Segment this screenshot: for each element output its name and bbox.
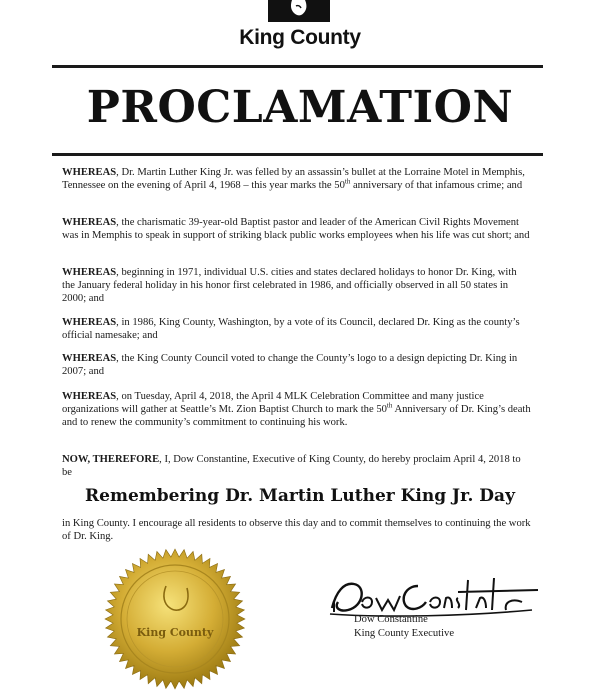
closing-paragraph: in King County. I encourage all residents to observe this day and to commit themselves to continuing the work of Dr. King.: [62, 518, 531, 542]
paragraph-text: , on Tuesday, April 4, 2018, the April 4 MLK Celebration Committee and many justice organizations will gather at Seattle’s Mt. Zion Baptist Church to mark the 50: [62, 391, 484, 415]
paragraph-lead: NOW, THEREFORE: [62, 454, 160, 465]
top-divider: [52, 65, 543, 68]
ordinal-suffix: th: [344, 177, 351, 186]
paragraph-tail: Anniversary of Dr. King’s death and to renew the community’s commitment to continuing his work.: [62, 404, 531, 428]
proclaimed-day-heading: Remembering Dr. Martin Luther King Jr. Day: [85, 486, 515, 506]
paragraph-text: , the King County Council voted to change the County’s logo to a design depicting Dr. King in 2007; and: [62, 353, 518, 377]
paragraph-text: , the charismatic 39-year-old Baptist pastor and leader of the American Civil Rights Movement was in Memphis to speak in support of striking black public works employees when his life was cut short; and: [62, 217, 530, 241]
whereas-paragraph-3: [62, 266, 532, 305]
executive-signature: [326, 572, 546, 618]
paragraph-lead: WHEREAS: [62, 317, 117, 328]
whereas-paragraph-5: [62, 352, 532, 378]
whereas-paragraph-6: [62, 390, 532, 429]
paragraph-lead: WHEREAS: [62, 391, 117, 402]
page-title: PROCLAMATION: [86, 82, 514, 133]
king-county-logo-mark: [268, 0, 330, 22]
whereas-paragraph-1: [62, 166, 532, 192]
paragraph-text: , Dr. Martin Luther King Jr. was felled by an assassin’s bullet at the Lorraine Motel in Memphis, Tennessee on the evening of April 4, 1968 – this year marks the 50: [62, 167, 525, 191]
paragraph-lead: WHEREAS: [62, 167, 117, 178]
paragraph-text: , in 1986, King County, Washington, by a vote of its Council, declared Dr. King as the county’s official namesake; and: [62, 317, 520, 341]
therefore-paragraph: [62, 453, 532, 479]
king-county-logo-text: King County: [239, 26, 361, 49]
paragraph-lead: WHEREAS: [62, 267, 117, 278]
paragraph-lead: WHEREAS: [62, 353, 117, 364]
bottom-divider: [52, 153, 543, 156]
paragraph-text: , beginning in 1971, individual U.S. cities and states declared holidays to honor Dr. King, with the January federal holiday in his honor first celebrated in 1986, and officially observed in all 50 states in 2000; and: [62, 267, 517, 304]
whereas-paragraph-4: [62, 316, 532, 342]
mlk-profile-icon: [286, 0, 312, 22]
seal-text: King County: [136, 626, 214, 639]
paragraph-tail: anniversary of that infamous crime; and: [350, 180, 523, 191]
ordinal-suffix: th: [386, 401, 393, 410]
paragraph-lead: WHEREAS: [62, 217, 117, 228]
signer-title: King County Executive: [354, 628, 455, 639]
gold-seal: [104, 548, 246, 690]
paragraph-text: , I, Dow Constantine, Executive of King County, do hereby proclaim April 4, 2018 to be: [62, 454, 521, 478]
whereas-paragraph-2: [62, 216, 532, 242]
signer-name: Dow Constantine: [354, 614, 428, 625]
